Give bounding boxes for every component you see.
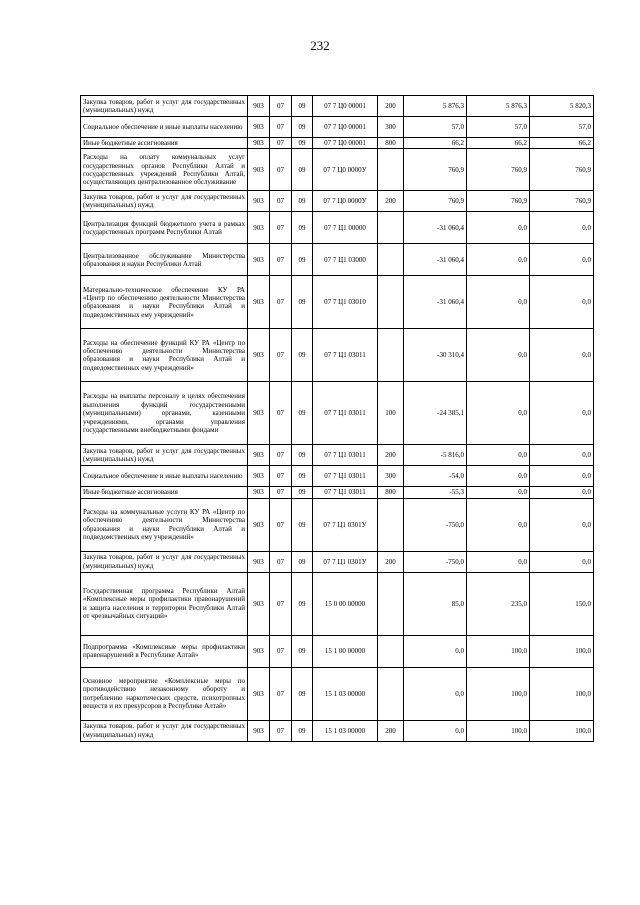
row-grbs-cell: 903: [248, 244, 270, 276]
row-section-cell: 07: [270, 445, 292, 466]
row-target-article-cell: 07 7 Ц0 00001: [313, 96, 378, 117]
row-amount-3-cell: 100,0: [530, 667, 594, 720]
row-amount-3-cell: 66,2: [530, 138, 594, 149]
row-section-cell: 07: [270, 382, 292, 445]
row-amount-3-cell: 57,0: [530, 117, 594, 138]
row-target-article-cell: 07 7 Ц1 0301У: [313, 551, 378, 572]
row-grbs-cell: 903: [248, 635, 270, 667]
row-grbs-cell: 903: [248, 551, 270, 572]
row-subsection-cell: 09: [292, 551, 313, 572]
row-target-article-cell: 07 7 Ц1 03011: [313, 487, 378, 498]
row-subsection-cell: 09: [292, 635, 313, 667]
table-row: [81, 96, 594, 117]
table-row: [81, 466, 594, 487]
row-name-cell: Государственная программа Республики Алтай «Комплексные меры профилактики правонарушений и защита населения и территории Республики Алтай от чрезвычайных ситуаций»: [81, 572, 248, 635]
row-subsection-cell: 09: [292, 191, 313, 212]
table-row: [81, 276, 594, 329]
row-subsection-cell: 09: [292, 117, 313, 138]
row-section-cell: 07: [270, 635, 292, 667]
row-name-cell: Подпрограмма «Комплексные меры профилактики правонарушений в Республике Алтай»: [81, 635, 248, 667]
row-amount-1-cell: 0,0: [404, 720, 467, 741]
row-amount-1-cell: 760,9: [404, 149, 467, 191]
row-amount-2-cell: 0,0: [467, 329, 530, 382]
row-expense-type-cell: 300: [378, 466, 404, 487]
row-grbs-cell: 903: [248, 720, 270, 741]
row-section-cell: 07: [270, 487, 292, 498]
row-subsection-cell: 09: [292, 382, 313, 445]
row-amount-2-cell: 100,0: [467, 720, 530, 741]
row-amount-1-cell: -31 060,4: [404, 244, 467, 276]
row-expense-type-cell: 800: [378, 138, 404, 149]
row-expense-type-cell: 200: [378, 96, 404, 117]
row-amount-2-cell: 66,2: [467, 138, 530, 149]
table-row: [81, 720, 594, 741]
row-subsection-cell: 09: [292, 487, 313, 498]
row-expense-type-cell: [378, 329, 404, 382]
row-name-cell: Закупка товаров, работ и услуг для государственных (муниципальных) нужд: [81, 551, 248, 572]
row-grbs-cell: 903: [248, 445, 270, 466]
row-subsection-cell: 09: [292, 96, 313, 117]
row-grbs-cell: 903: [248, 191, 270, 212]
row-expense-type-cell: 300: [378, 117, 404, 138]
row-section-cell: 07: [270, 96, 292, 117]
row-amount-1-cell: 66,2: [404, 138, 467, 149]
row-subsection-cell: 09: [292, 329, 313, 382]
row-name-cell: Расходы на коммунальные услуги КУ РА «Центр по обеспечению деятельности Министерства образования и науки Республики Алтай и подведомственных ему учреждений»: [81, 498, 248, 551]
row-subsection-cell: 09: [292, 244, 313, 276]
row-grbs-cell: 903: [248, 149, 270, 191]
row-expense-type-cell: 200: [378, 720, 404, 741]
row-amount-2-cell: 0,0: [467, 466, 530, 487]
row-expense-type-cell: [378, 149, 404, 191]
table-row: [81, 667, 594, 720]
row-amount-2-cell: 760,9: [467, 149, 530, 191]
row-amount-1-cell: -5 816,0: [404, 445, 467, 466]
row-section-cell: 07: [270, 720, 292, 741]
table-row: [81, 329, 594, 382]
row-amount-2-cell: 0,0: [467, 498, 530, 551]
row-amount-2-cell: 0,0: [467, 445, 530, 466]
row-amount-2-cell: 0,0: [467, 276, 530, 329]
row-amount-3-cell: 0,0: [530, 551, 594, 572]
row-grbs-cell: 903: [248, 96, 270, 117]
row-subsection-cell: 09: [292, 276, 313, 329]
row-subsection-cell: 09: [292, 149, 313, 191]
row-grbs-cell: 903: [248, 212, 270, 244]
row-target-article-cell: 07 7 Ц1 03011: [313, 329, 378, 382]
row-target-article-cell: 07 7 Ц0 0000У: [313, 149, 378, 191]
row-amount-1-cell: -31 060,4: [404, 212, 467, 244]
row-amount-1-cell: -54,0: [404, 466, 467, 487]
row-amount-1-cell: 57,0: [404, 117, 467, 138]
row-target-article-cell: 07 7 Ц1 03011: [313, 382, 378, 445]
row-amount-1-cell: 0,0: [404, 667, 467, 720]
row-amount-1-cell: -30 310,4: [404, 329, 467, 382]
row-amount-1-cell: 85,0: [404, 572, 467, 635]
row-section-cell: 07: [270, 498, 292, 551]
row-target-article-cell: 07 7 Ц0 0000У: [313, 191, 378, 212]
row-name-cell: Основное мероприятие «Комплексные меры по противодействию незаконному обороту и потреблению наркотических средств, психотропных веществ и их прекурсоров в Республике Алтай»: [81, 667, 248, 720]
row-expense-type-cell: [378, 572, 404, 635]
row-grbs-cell: 903: [248, 572, 270, 635]
row-target-article-cell: 07 7 Ц1 03011: [313, 445, 378, 466]
row-amount-2-cell: 100,0: [467, 667, 530, 720]
row-expense-type-cell: [378, 244, 404, 276]
row-grbs-cell: 903: [248, 117, 270, 138]
row-amount-1-cell: -750,0: [404, 551, 467, 572]
row-amount-3-cell: 5 820,3: [530, 96, 594, 117]
row-grbs-cell: 903: [248, 466, 270, 487]
row-expense-type-cell: 200: [378, 551, 404, 572]
row-grbs-cell: 903: [248, 329, 270, 382]
row-name-cell: Материально-техническое обеспечение КУ РА «Центр по обеспечению деятельности Министерства образования и науки Республики Алтай и подведомственных ему учреждений»: [81, 276, 248, 329]
row-target-article-cell: 07 7 Ц0 00001: [313, 117, 378, 138]
table-row: [81, 487, 594, 498]
row-section-cell: 07: [270, 276, 292, 329]
row-grbs-cell: 903: [248, 667, 270, 720]
row-amount-3-cell: 150,0: [530, 572, 594, 635]
row-name-cell: Расходы на оплату коммунальных услуг государственных органов Республики Алтай и государственных учреждений Республики Алтай, осуществляющих централизованное обслуживание: [81, 149, 248, 191]
row-target-article-cell: 15 1 03 00000: [313, 720, 378, 741]
row-target-article-cell: 15 0 00 00000: [313, 572, 378, 635]
row-amount-2-cell: 0,0: [467, 487, 530, 498]
row-subsection-cell: 09: [292, 498, 313, 551]
table-row: [81, 138, 594, 149]
row-subsection-cell: 09: [292, 667, 313, 720]
row-amount-2-cell: 760,9: [467, 191, 530, 212]
row-target-article-cell: 07 7 Ц1 0301У: [313, 498, 378, 551]
table-row: [81, 191, 594, 212]
table-body: [81, 96, 594, 742]
row-name-cell: Социальное обеспечение и иные выплаты населению: [81, 117, 248, 138]
row-name-cell: Закупка товаров, работ и услуг для государственных (муниципальных) нужд: [81, 720, 248, 741]
row-amount-2-cell: 5 876,3: [467, 96, 530, 117]
row-name-cell: Централизация функций бюджетного учета в рамках государственных программ Республики Алтай: [81, 212, 248, 244]
row-grbs-cell: 903: [248, 276, 270, 329]
row-amount-1-cell: -55,3: [404, 487, 467, 498]
row-section-cell: 07: [270, 551, 292, 572]
row-amount-3-cell: 0,0: [530, 244, 594, 276]
row-amount-3-cell: 760,9: [530, 149, 594, 191]
row-expense-type-cell: [378, 212, 404, 244]
budget-table: [80, 95, 594, 742]
row-section-cell: 07: [270, 572, 292, 635]
row-amount-2-cell: 100,0: [467, 635, 530, 667]
row-target-article-cell: 15 1 00 00000: [313, 635, 378, 667]
row-grbs-cell: 903: [248, 487, 270, 498]
row-name-cell: Расходы на обеспечение функций КУ РА «Центр по обеспечению деятельности Министерства образования и науки Республики Алтай и подведомственных ему учреждений»: [81, 329, 248, 382]
row-amount-1-cell: -24 385,1: [404, 382, 467, 445]
row-amount-3-cell: 0,0: [530, 445, 594, 466]
row-amount-2-cell: 0,0: [467, 551, 530, 572]
row-section-cell: 07: [270, 244, 292, 276]
page-number: 232: [310, 38, 330, 53]
row-amount-3-cell: 0,0: [530, 487, 594, 498]
row-subsection-cell: 09: [292, 466, 313, 487]
row-section-cell: 07: [270, 329, 292, 382]
row-expense-type-cell: 800: [378, 487, 404, 498]
row-name-cell: Расходы на выплаты персоналу в целях обеспечения выполнения функций государственными (муниципальными) органами, казенными учреждениями, органами управления государственными внебюджетными фондами: [81, 382, 248, 445]
row-amount-1-cell: 5 876,3: [404, 96, 467, 117]
row-amount-2-cell: 235,0: [467, 572, 530, 635]
row-amount-3-cell: 760,9: [530, 191, 594, 212]
row-amount-3-cell: 100,0: [530, 720, 594, 741]
row-section-cell: 07: [270, 667, 292, 720]
row-subsection-cell: 09: [292, 445, 313, 466]
row-target-article-cell: 07 7 Ц1 03011: [313, 466, 378, 487]
row-grbs-cell: 903: [248, 138, 270, 149]
row-name-cell: Закупка товаров, работ и услуг для государственных (муниципальных) нужд: [81, 96, 248, 117]
row-subsection-cell: 09: [292, 720, 313, 741]
row-amount-2-cell: 57,0: [467, 117, 530, 138]
row-subsection-cell: 09: [292, 572, 313, 635]
row-subsection-cell: 09: [292, 212, 313, 244]
row-amount-1-cell: 760,9: [404, 191, 467, 212]
row-target-article-cell: 07 7 Ц1 03000: [313, 244, 378, 276]
row-grbs-cell: 903: [248, 498, 270, 551]
table-row: [81, 551, 594, 572]
table-row: [81, 635, 594, 667]
row-grbs-cell: 903: [248, 382, 270, 445]
table-row: [81, 212, 594, 244]
row-name-cell: Закупка товаров, работ и услуг для государственных (муниципальных) нужд: [81, 445, 248, 466]
row-expense-type-cell: 200: [378, 191, 404, 212]
row-expense-type-cell: [378, 635, 404, 667]
row-amount-2-cell: 0,0: [467, 212, 530, 244]
row-name-cell: Централизованное обслуживание Министерства образования и науки Республики Алтай: [81, 244, 248, 276]
row-expense-type-cell: 100: [378, 382, 404, 445]
row-section-cell: 07: [270, 191, 292, 212]
row-section-cell: 07: [270, 212, 292, 244]
row-expense-type-cell: [378, 667, 404, 720]
table-row: [81, 445, 594, 466]
row-expense-type-cell: [378, 498, 404, 551]
row-amount-3-cell: 0,0: [530, 466, 594, 487]
row-amount-3-cell: 0,0: [530, 382, 594, 445]
table-row: [81, 382, 594, 445]
row-amount-2-cell: 0,0: [467, 382, 530, 445]
row-target-article-cell: 07 7 Ц0 00001: [313, 138, 378, 149]
row-amount-1-cell: -31 060,4: [404, 276, 467, 329]
row-amount-3-cell: 100,0: [530, 635, 594, 667]
row-amount-3-cell: 0,0: [530, 276, 594, 329]
row-expense-type-cell: [378, 276, 404, 329]
table-row: [81, 244, 594, 276]
row-section-cell: 07: [270, 117, 292, 138]
row-expense-type-cell: 200: [378, 445, 404, 466]
row-section-cell: 07: [270, 138, 292, 149]
table-row: [81, 117, 594, 138]
row-name-cell: Социальное обеспечение и иные выплаты населению: [81, 466, 248, 487]
row-name-cell: Закупка товаров, работ и услуг для государственных (муниципальных) нужд: [81, 191, 248, 212]
row-target-article-cell: 15 1 03 00000: [313, 667, 378, 720]
row-target-article-cell: 07 7 Ц1 03010: [313, 276, 378, 329]
row-amount-3-cell: 0,0: [530, 498, 594, 551]
row-subsection-cell: 09: [292, 138, 313, 149]
row-target-article-cell: 07 7 Ц1 00000: [313, 212, 378, 244]
row-amount-1-cell: 0,0: [404, 635, 467, 667]
table-row: [81, 572, 594, 635]
table-row: [81, 149, 594, 191]
row-section-cell: 07: [270, 149, 292, 191]
row-amount-3-cell: 0,0: [530, 212, 594, 244]
row-name-cell: Иные бюджетные ассигнования: [81, 487, 248, 498]
row-amount-1-cell: -750,0: [404, 498, 467, 551]
row-amount-3-cell: 0,0: [530, 329, 594, 382]
row-amount-2-cell: 0,0: [467, 244, 530, 276]
row-section-cell: 07: [270, 466, 292, 487]
row-name-cell: Иные бюджетные ассигнования: [81, 138, 248, 149]
table-row: [81, 498, 594, 551]
